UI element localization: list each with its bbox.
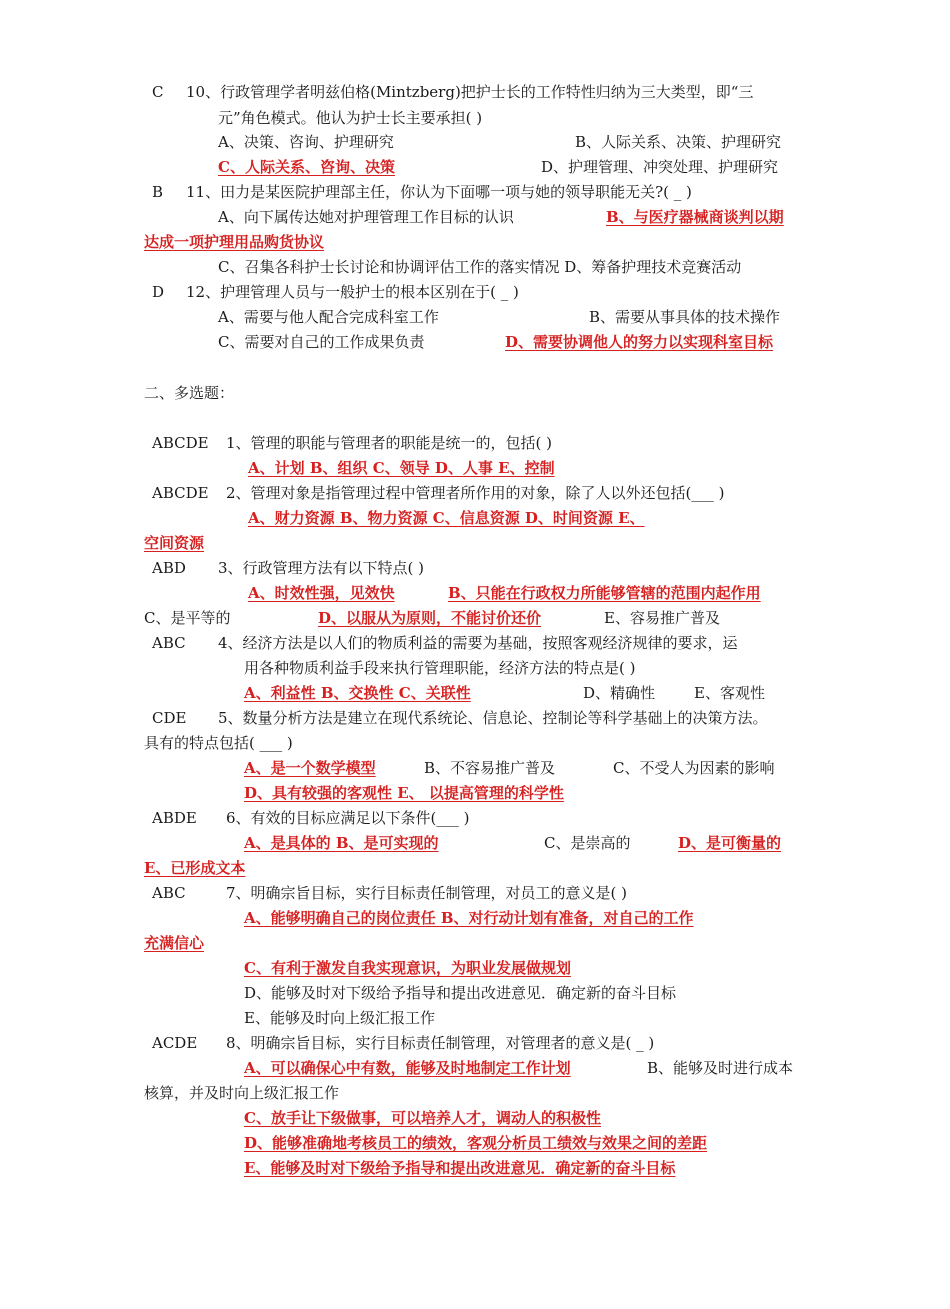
- q12-stem: 12、护理管理人员与一般护士的根本区别在于( _ ): [186, 283, 519, 301]
- m6-stem: 6、有效的目标应满足以下条件(___ ): [226, 809, 470, 827]
- m8-stem: 8、明确宗旨目标，实行目标责任制管理，对管理者的意义是( _ ): [226, 1034, 655, 1052]
- m5-stem-line1: 5、数量分析方法是建立在现代系统论、信息论、控制论等科学基础上的决策方法。: [218, 709, 768, 727]
- m7-option-d: D、能够及时对下级给予指导和提出改进意见．确定新的奋斗目标: [244, 984, 677, 1002]
- m3-answer: ABD: [152, 559, 186, 577]
- m5-option-b: B、不容易推广普及: [424, 759, 556, 777]
- m3-stem: 3、行政管理方法有以下特点( ): [218, 559, 425, 577]
- q10-stem-line1: 10、行政管理学者明兹伯格(Mintzberg)把护士长的工作特性归纳为三大类型，即“三: [186, 83, 754, 101]
- m1-stem: 1、管理的职能与管理者的职能是统一的，包括( ): [226, 434, 553, 452]
- q10-option-d: D、护理管理、冲突处理、护理研究: [541, 158, 779, 176]
- m6-answer: ABDE: [152, 809, 197, 827]
- m2-options-correct: A、财力资源 B、物力资源 C、信息资源 D、时间资源 E、: [248, 509, 645, 527]
- q10-option-b: B、人际关系、决策、护理研究: [575, 133, 782, 151]
- m7-option-c-correct: C、有利于激发自我实现意识，为职业发展做规划: [244, 959, 571, 977]
- q11-options-cd: C、召集各科护士长讨论和协调评估工作的落实情况 D、筹备护理技术竞赛活动: [218, 258, 742, 276]
- m7-option-e: E、能够及时向上级汇报工作: [244, 1009, 435, 1027]
- m3-option-e: E、容易推广普及: [604, 609, 720, 627]
- q12-option-d-correct: D、需要协调他人的努力以实现科室目标: [505, 333, 774, 351]
- m2-stem: 2、管理对象是指管理过程中管理者所作用的对象，除了人以外还包括(___ ): [226, 484, 725, 502]
- m3-option-c: C、是平等的: [144, 609, 231, 627]
- m4-options-abc-correct: A、利益性 B、交换性 C、关联性: [244, 684, 471, 702]
- m8-option-c-correct: C、放手让下级做事，可以培养人才，调动人的积极性: [244, 1109, 601, 1127]
- m8-option-e-correct: E、能够及时对下级给予指导和提出改进意见．确定新的奋斗目标: [244, 1159, 676, 1177]
- m7-answer: ABC: [152, 884, 186, 902]
- q10-option-a: A、决策、咨询、护理研究: [218, 133, 394, 151]
- m1-answer: ABCDE: [152, 434, 209, 452]
- m6-option-d-correct: D、是可衡量的: [678, 834, 782, 852]
- q11-option-a: A、向下属传达她对护理管理工作目标的认识: [218, 208, 514, 226]
- m8-option-b-continued: 核算，并及时向上级汇报工作: [144, 1084, 340, 1102]
- q11-stem: 11、田力是某医院护理部主任，你认为下面哪一项与她的领导职能无关?( _ ): [186, 183, 692, 201]
- m7-options-ab-correct: A、能够明确自己的岗位责任 B、对行动计划有准备，对自己的工作: [244, 909, 694, 927]
- m2-answer: ABCDE: [152, 484, 209, 502]
- q10-stem-line2: 元”角色模式。他认为护士长主要承担( ): [218, 109, 483, 127]
- m7-option-b-continued: 充满信心: [144, 934, 205, 952]
- m8-option-a-correct: A、可以确保心中有数，能够及时地制定工作计划: [244, 1059, 571, 1077]
- m2-options-continued: 空间资源: [144, 534, 205, 552]
- q11-option-b-continued: 达成一项护理用品购货协议: [144, 233, 325, 251]
- q12-answer: D: [152, 283, 165, 301]
- m6-option-e-correct: E、已形成文本: [144, 859, 246, 877]
- q12-option-a: A、需要与他人配合完成科室工作: [218, 308, 439, 326]
- m8-option-d-correct: D、能够准确地考核员工的绩效，客观分析员工绩效与效果之间的差距: [244, 1134, 708, 1152]
- q10-answer: C: [152, 83, 164, 101]
- m5-option-a-correct: A、是一个数学模型: [244, 759, 376, 777]
- m3-option-d-correct: D、以服从为原则，不能讨价还价: [318, 609, 542, 627]
- m1-options-correct: A、计划 B、组织 C、领导 D、人事 E、控制: [248, 459, 555, 477]
- m4-stem-line2: 用各种物质利益手段来执行管理职能，经济方法的特点是( ): [244, 659, 636, 677]
- m5-answer: CDE: [152, 709, 187, 727]
- m4-stem-line1: 4、经济方法是以人们的物质利益的需要为基础，按照客观经济规律的要求，运: [218, 634, 738, 652]
- m3-option-a-correct: A、时效性强，见效快: [248, 584, 395, 602]
- q12-option-c: C、需要对自己的工作成果负责: [218, 333, 425, 351]
- m6-option-c: C、是崇高的: [544, 834, 631, 852]
- m4-answer: ABC: [152, 634, 186, 652]
- section-heading-multiple-choice: 二、多选题：: [144, 384, 235, 402]
- m8-option-b: B、能够及时进行成本: [647, 1059, 794, 1077]
- m5-stem-line2: 具有的特点包括( ___ ): [144, 734, 293, 752]
- q11-option-b-correct: B、与医疗器械商谈判以期: [606, 208, 784, 226]
- m5-options-de-correct: D、具有较强的客观性 E、 以提高管理的科学性: [244, 784, 564, 802]
- m5-option-c: C、不受人为因素的影响: [613, 759, 775, 777]
- q11-answer: B: [152, 183, 164, 201]
- q12-option-b: B、需要从事具体的技术操作: [589, 308, 781, 326]
- m4-option-e: E、客观性: [694, 684, 765, 702]
- m4-option-d: D、精确性: [583, 684, 656, 702]
- m6-options-ab-correct: A、是具体的 B、是可实现的: [244, 834, 439, 852]
- m7-stem: 7、明确宗旨目标，实行目标责任制管理，对员工的意义是( ): [226, 884, 628, 902]
- q10-option-c-correct: C、人际关系、咨询、决策: [218, 158, 395, 176]
- m8-answer: ACDE: [152, 1034, 198, 1052]
- m3-option-b-correct: B、只能在行政权力所能够管辖的范围内起作用: [448, 584, 761, 602]
